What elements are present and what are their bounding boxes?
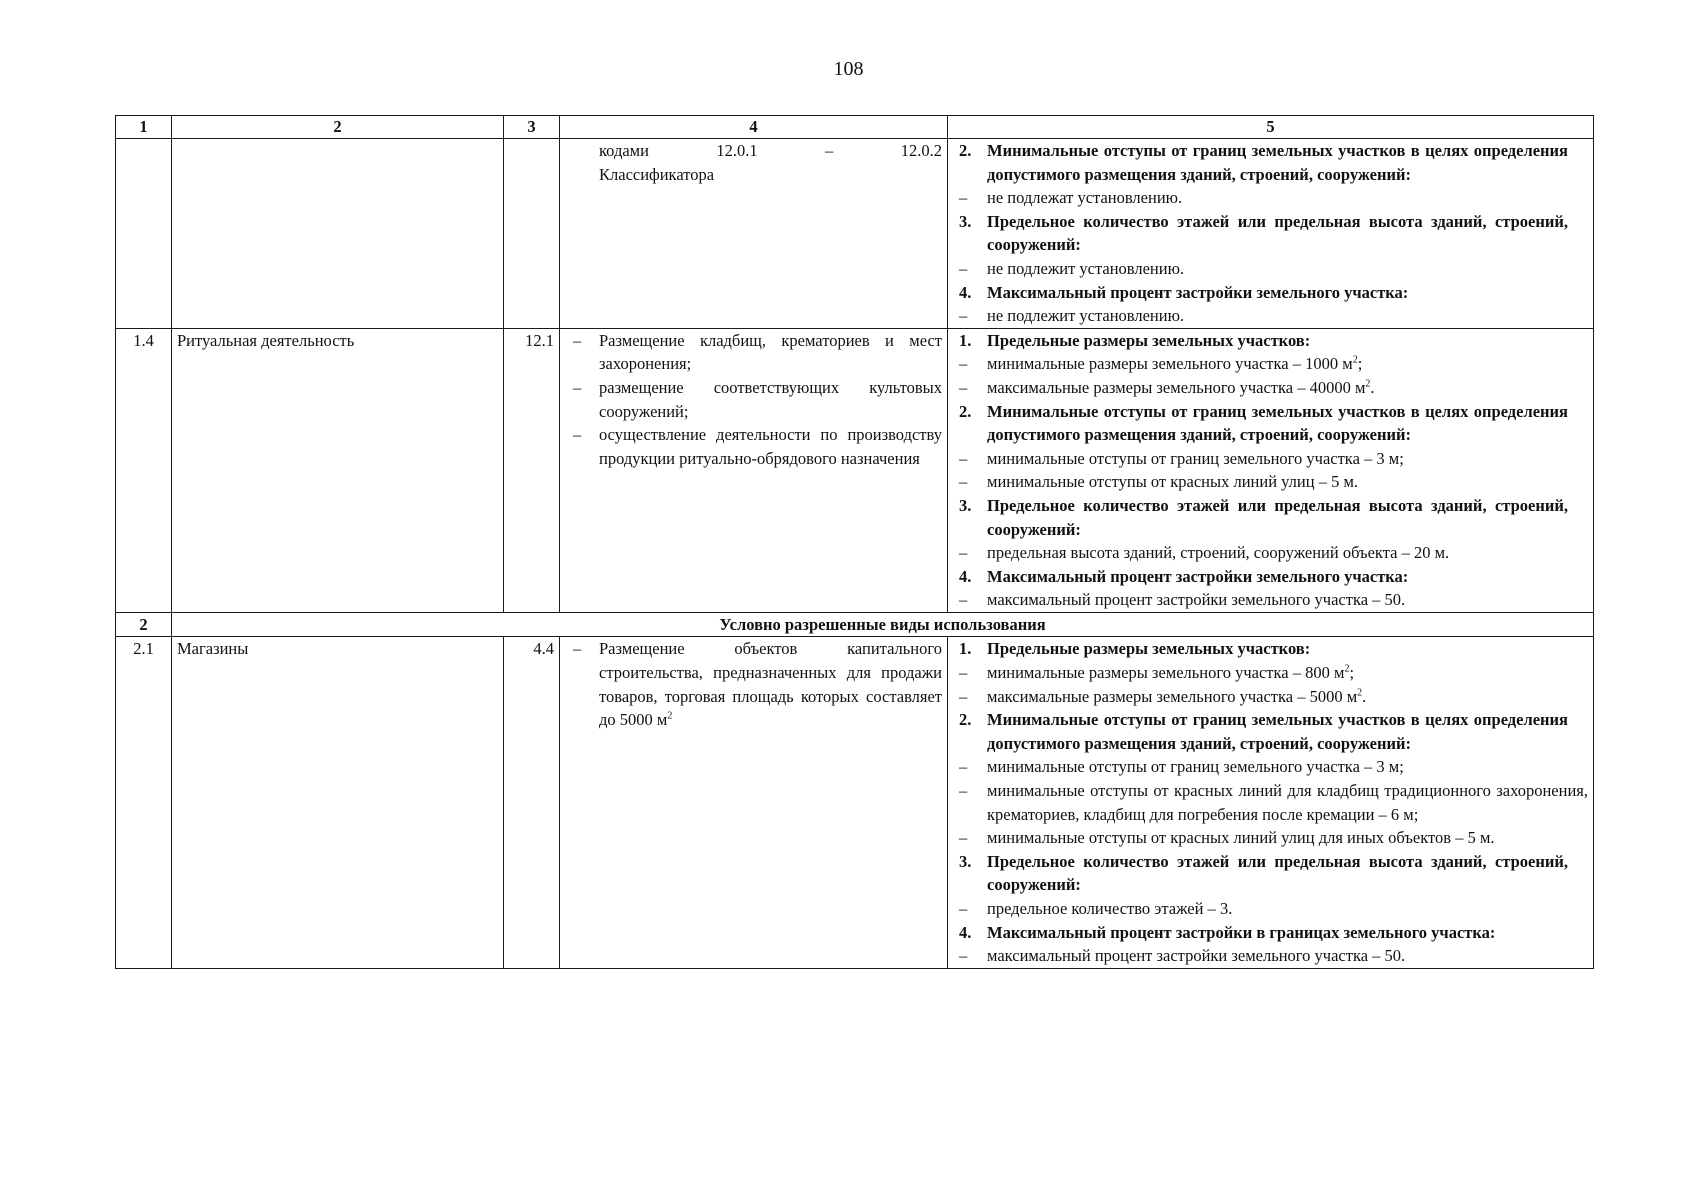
- dash-marker: –: [959, 472, 968, 492]
- row-code-cell: 4.4: [504, 637, 560, 968]
- parameter-item: [953, 257, 1588, 281]
- parameter-text: не подлежат установлению.: [987, 188, 1183, 208]
- parameter-text: Предельные размеры земельных участков:: [987, 330, 1311, 350]
- parameter-item: – минимальные размеры земельного участка – 1000 $м^2$;: [953, 352, 1588, 376]
- parameter-heading: [953, 139, 1588, 186]
- dash-marker: –: [959, 781, 968, 801]
- row-number-cell: 2.1: [116, 637, 172, 968]
- parameter-item: [953, 304, 1588, 328]
- parameter-heading: [953, 494, 1588, 541]
- dash-marker: –: [959, 448, 968, 468]
- parameter-number: 3.: [959, 495, 972, 515]
- parameter-item: [953, 779, 1588, 826]
- parameter-number: 3.: [959, 211, 972, 231]
- parameter-number: 2.: [959, 141, 972, 160]
- table-row: [116, 328, 1594, 612]
- parameter-text: Предельное количество этажей или предельная высота зданий, строений, сооружений:: [987, 495, 1568, 539]
- parameter-text: Минимальные отступы от границ земельных участков в целях определения допустимого размещения зданий, строений, сооружений:: [987, 710, 1568, 753]
- row-code-cell: 12.1: [504, 328, 560, 612]
- parameter-text: минимальные отступы от границ земельного участка – 3 м;: [987, 757, 1404, 777]
- parameter-item: [953, 470, 1588, 494]
- description-item: – осуществление деятельности по производству продукции ритуально-обрядового назначения: [573, 425, 942, 468]
- description-list: [565, 329, 942, 471]
- parameter-text: Максимальный процент застройки земельного участка:: [987, 566, 1409, 586]
- page-number: 108: [833, 58, 864, 80]
- parameter-heading: [953, 400, 1588, 447]
- header-col-1: 1: [116, 116, 172, 139]
- parameter-number: 1.: [959, 639, 972, 659]
- dash-marker: –: [959, 590, 968, 610]
- dash-marker: –: [959, 306, 968, 326]
- row-number-cell: [116, 139, 172, 329]
- parameter-text: минимальные размеры земельного участка – 1000 м: [987, 354, 1353, 374]
- parameter-text: минимальные размеры земельного участка – 800 м: [987, 663, 1345, 683]
- header-row: [116, 116, 1594, 139]
- dash-marker: –: [959, 663, 968, 683]
- parameter-number: 3.: [959, 851, 972, 871]
- dash-marker: –: [959, 354, 968, 374]
- dash-marker: –: [959, 757, 968, 777]
- description-item: – Размещение объектов капитального строительства, предназначенных для продажи товаров, торговая площадь которых составляет до 5000 $м^2$: [573, 639, 942, 730]
- row-description-cell: [560, 139, 948, 329]
- dash-marker: –: [959, 686, 968, 706]
- parameter-heading: [953, 850, 1588, 897]
- parameter-item: [953, 755, 1588, 779]
- section-number: 2: [116, 612, 172, 637]
- description-item: – Размещение кладбищ, крематориев и мест захоронения;: [573, 330, 942, 374]
- parameter-text: минимальные отступы от красных линий улиц для иных объектов – 5 м.: [987, 828, 1495, 848]
- parameter-item: – максимальные размеры земельного участка – 5000 $м^2$.: [953, 685, 1588, 709]
- dash-marker: –: [959, 188, 968, 208]
- row-description-cell: [560, 637, 948, 968]
- row-name-cell: Магазины: [172, 637, 504, 968]
- parameter-number: 4.: [959, 282, 972, 302]
- row-parameters-cell: [948, 637, 1594, 968]
- description-text: [565, 139, 942, 186]
- dash-marker: –: [959, 543, 968, 563]
- parameter-text: Минимальные отступы от границ земельных участков в целях определения допустимого размещения зданий, строений, сооружений:: [987, 401, 1568, 445]
- description-word: 12.0.2: [900, 141, 942, 160]
- parameter-number: 2.: [959, 710, 972, 730]
- parameter-text: Минимальные отступы от границ земельных участков в целях определения допустимого размещения зданий, строений, сооружений:: [987, 141, 1568, 184]
- parameter-text: максимальный процент застройки земельного участка – 50.: [987, 590, 1406, 610]
- parameter-text: не подлежит установлению.: [987, 258, 1185, 278]
- section-title: Условно разрешенные виды использования: [172, 612, 1594, 637]
- row-code-cell: [504, 139, 560, 329]
- parameter-heading: [953, 565, 1588, 589]
- dash-marker: –: [959, 946, 968, 966]
- parameter-text: не подлежит установлению.: [987, 306, 1185, 326]
- parameter-heading: [953, 921, 1588, 945]
- parameter-text: максимальный процент застройки земельного участка – 50.: [987, 946, 1406, 966]
- parameter-item: [953, 447, 1588, 471]
- row-parameters-cell: [948, 139, 1594, 329]
- parameter-heading: [953, 210, 1588, 257]
- parameter-number: 4.: [959, 922, 972, 942]
- parameter-number: 2.: [959, 401, 972, 421]
- parameter-text: максимальные размеры земельного участка – 40000 м: [987, 377, 1366, 397]
- parameter-text: Предельное количество этажей или предельная высота зданий, строений, сооружений:: [987, 211, 1568, 255]
- parameter-item: [953, 897, 1588, 921]
- section-row: [116, 612, 1594, 637]
- parameter-text: предельное количество этажей – 3.: [987, 899, 1233, 918]
- parameter-number: 1.: [959, 330, 972, 350]
- parameter-heading: [953, 637, 1588, 661]
- row-name-cell: Ритуальная деятельность: [172, 328, 504, 612]
- parameter-item: [953, 186, 1588, 210]
- parameter-text: максимальные размеры земельного участка – 5000 м: [987, 686, 1358, 706]
- description-word: –: [825, 141, 834, 160]
- parameter-text: Максимальный процент застройки в границах земельного участка:: [987, 922, 1496, 942]
- parameter-item: [953, 826, 1588, 850]
- row-description-cell: [560, 328, 948, 612]
- row-parameters-cell: [948, 328, 1594, 612]
- dash-marker: –: [959, 899, 968, 918]
- parameter-heading: [953, 329, 1588, 353]
- parameter-text: предельная высота зданий, строений, сооружений объекта – 20 м.: [987, 543, 1450, 563]
- row-name-cell: [172, 139, 504, 329]
- dash-marker: –: [959, 828, 968, 848]
- header-col-5: 5: [948, 116, 1594, 139]
- parameter-text: Предельное количество этажей или предельная высота зданий, строений, сооружений:: [987, 851, 1568, 895]
- parameter-number: 4.: [959, 566, 972, 586]
- table-row: [116, 139, 1594, 329]
- parameter-text: минимальные отступы от красных линий улиц – 5 м.: [987, 472, 1359, 492]
- description-word: кодами: [599, 141, 649, 160]
- parameter-heading: [953, 281, 1588, 305]
- description-word: 12.0.1: [716, 141, 758, 160]
- parameter-item: – максимальные размеры земельного участка – 40000 $м^2$.: [953, 376, 1588, 400]
- parameter-text: Предельные размеры земельных участков:: [987, 639, 1311, 659]
- header-col-3: 3: [504, 116, 560, 139]
- regulations-table: [115, 115, 1594, 969]
- dash-marker: –: [959, 377, 968, 397]
- header-col-4: 4: [560, 116, 948, 139]
- parameter-item: [953, 588, 1588, 612]
- parameter-text: Максимальный процент застройки земельного участка:: [987, 282, 1409, 302]
- header-col-2: 2: [172, 116, 504, 139]
- parameter-item: [953, 541, 1588, 565]
- dash-marker: –: [959, 258, 968, 278]
- parameter-text: минимальные отступы от красных линий для кладбищ традиционного захоронения, крематориев, кладбищ для погребения после кремации – 6 м;: [987, 781, 1588, 824]
- description-list: [565, 637, 942, 731]
- parameter-heading: [953, 708, 1588, 755]
- parameter-item: – минимальные размеры земельного участка – 800 $м^2$;: [953, 661, 1588, 685]
- description-line: Классификатора: [599, 164, 715, 184]
- row-number-cell: 1.4: [116, 328, 172, 612]
- table-row: [116, 637, 1594, 968]
- parameter-item: [953, 944, 1588, 968]
- description-item: – размещение соответствующих культовых сооружений;: [573, 377, 942, 421]
- parameter-text: минимальные отступы от границ земельного участка – 3 м;: [987, 448, 1404, 468]
